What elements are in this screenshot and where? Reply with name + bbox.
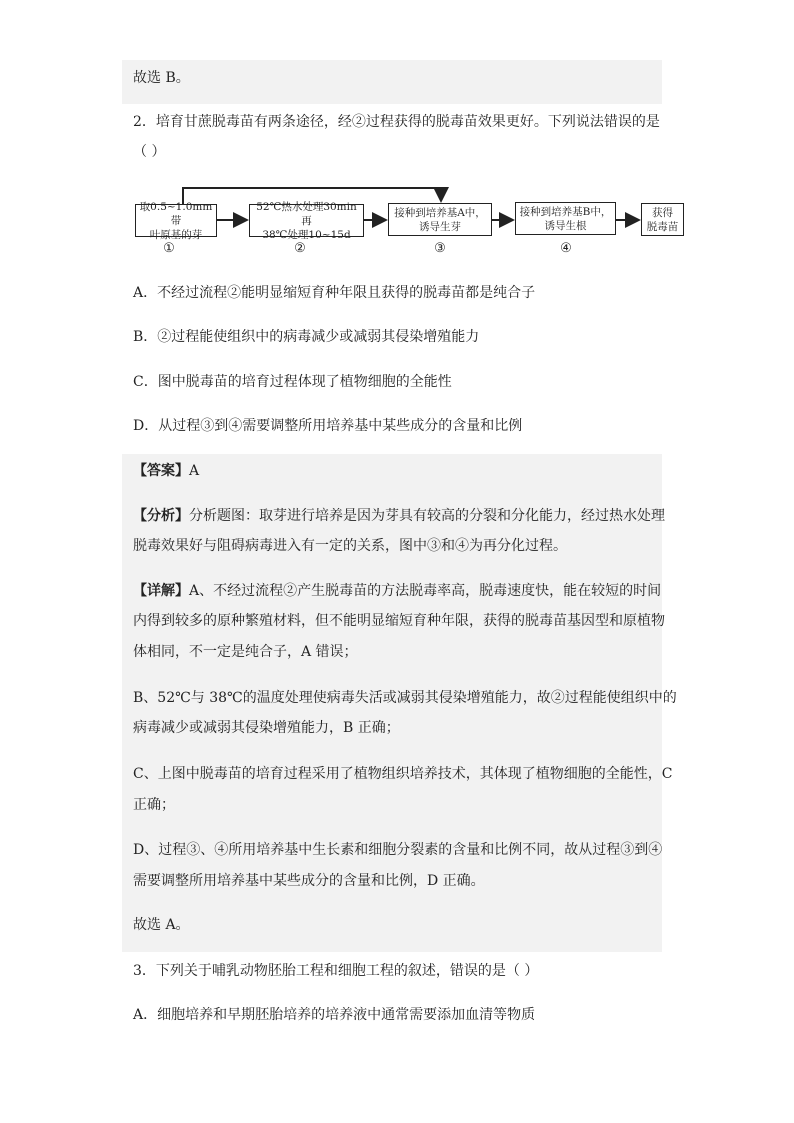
detail-d-line2: 需要调整所用培养基中某些成分的含量和比例，D 正确。 [133,873,485,889]
flow-box-3-line1: 接种到培养基A中， [394,206,486,219]
answer-line [133,462,199,480]
q2-conclusion: 故选 A。 [133,917,190,933]
flow-box-4-line1: 接种到培养基B中， [519,205,612,218]
detail-c-line1: C、上图中脱毒苗的培育过程采用了植物组织培养技术，其体现了植物细胞的全能性，C [133,766,673,782]
q2-stem-line1: 2．培育甘蔗脱毒苗有两条途径，经②过程获得的脱毒苗效果更好。下列说法错误的是 [133,114,660,130]
detail-c-line2: 正确； [133,797,175,813]
detail-d-line1: D、过程③、④所用培养基中生长素和细胞分裂素的含量和比例不同，故从过程③到④ [133,842,663,858]
flow-box-1-line2: 叶原基的芽 [149,228,203,241]
step-label-3: ③ [434,241,446,256]
q3-option-a: A．细胞培养和早期胚胎培养的培养液中通常需要添加血清等物质 [133,1007,536,1023]
detail-a-line3: 体相同，不一定是纯合子，A 错误； [133,644,358,660]
detail-b-line1: B、52℃与 38℃的温度处理使病毒失活或减弱其侵染增殖能力，故②过程能使组织中的 [133,690,677,706]
q2-option-b: B．②过程能使组织中的病毒减少或减弱其侵染增殖能力 [133,329,480,345]
q2-option-a: A．不经过流程②能明显缩短育种年限且获得的脱毒苗都是纯合子 [133,285,536,301]
flow-box-1-line1: 取0.5~1.0mm带 [139,200,213,227]
detail-b-line2: 病毒减少或减弱其侵染增殖能力，B 正确； [133,720,400,736]
detail-label: 【详解】 [133,583,189,599]
detail-a-text1: A、不经过流程②产生脱毒苗的方法脱毒率高，脱毒速度快，能在较短的时间 [189,583,662,599]
flow-box-3-line2: 诱导生芽 [419,220,461,233]
step-label-1: ① [163,241,175,256]
prev-conclusion: 故选 B。 [133,70,190,86]
flow-box-2-line1: 52℃热水处理30min再 [256,200,357,227]
answer-label: 【答案】 [133,463,189,479]
flow-box-5-line1: 获得 [652,206,673,219]
answer-value: A [189,463,200,479]
analysis-label: 【分析】 [133,508,189,524]
analysis-line1 [133,507,665,525]
analysis-line2: 脱毒效果好与阻碍病毒进入有一定的关系，图中③和④为再分化过程。 [133,538,567,554]
flow-box-2 [249,200,364,241]
flow-box-5-line2: 脱毒苗 [646,220,679,233]
flow-box-5 [641,203,684,236]
q2-stem-line2: （ ） [133,144,166,160]
flow-arrows [0,0,794,300]
q3-stem: 3．下列关于哺乳动物胚胎工程和细胞工程的叙述，错误的是（ ） [133,963,539,979]
flow-box-2-line2: 38℃处理10~15d [262,228,351,241]
detail-a-line1 [133,582,661,600]
flow-box-3 [388,203,492,236]
q2-option-d: D．从过程③到④需要调整所用培养基中某些成分的含量和比例 [133,418,523,434]
step-label-4: ④ [560,241,572,256]
analysis-text1: 分析题图：取芽进行培养是因为芽具有较高的分裂和分化能力，经过热水处理 [189,508,665,524]
flow-box-4 [515,202,616,235]
flow-box-4-line2: 诱导生根 [544,219,587,232]
q2-option-c: C．图中脱毒苗的培育过程体现了植物细胞的全能性 [133,374,452,390]
step-label-2: ② [294,241,306,256]
flow-box-1 [135,200,217,241]
detail-a-line2: 内得到较多的原种繁殖材料，但不能明显缩短育种年限，获得的脱毒苗基因型和原植物 [133,613,665,629]
